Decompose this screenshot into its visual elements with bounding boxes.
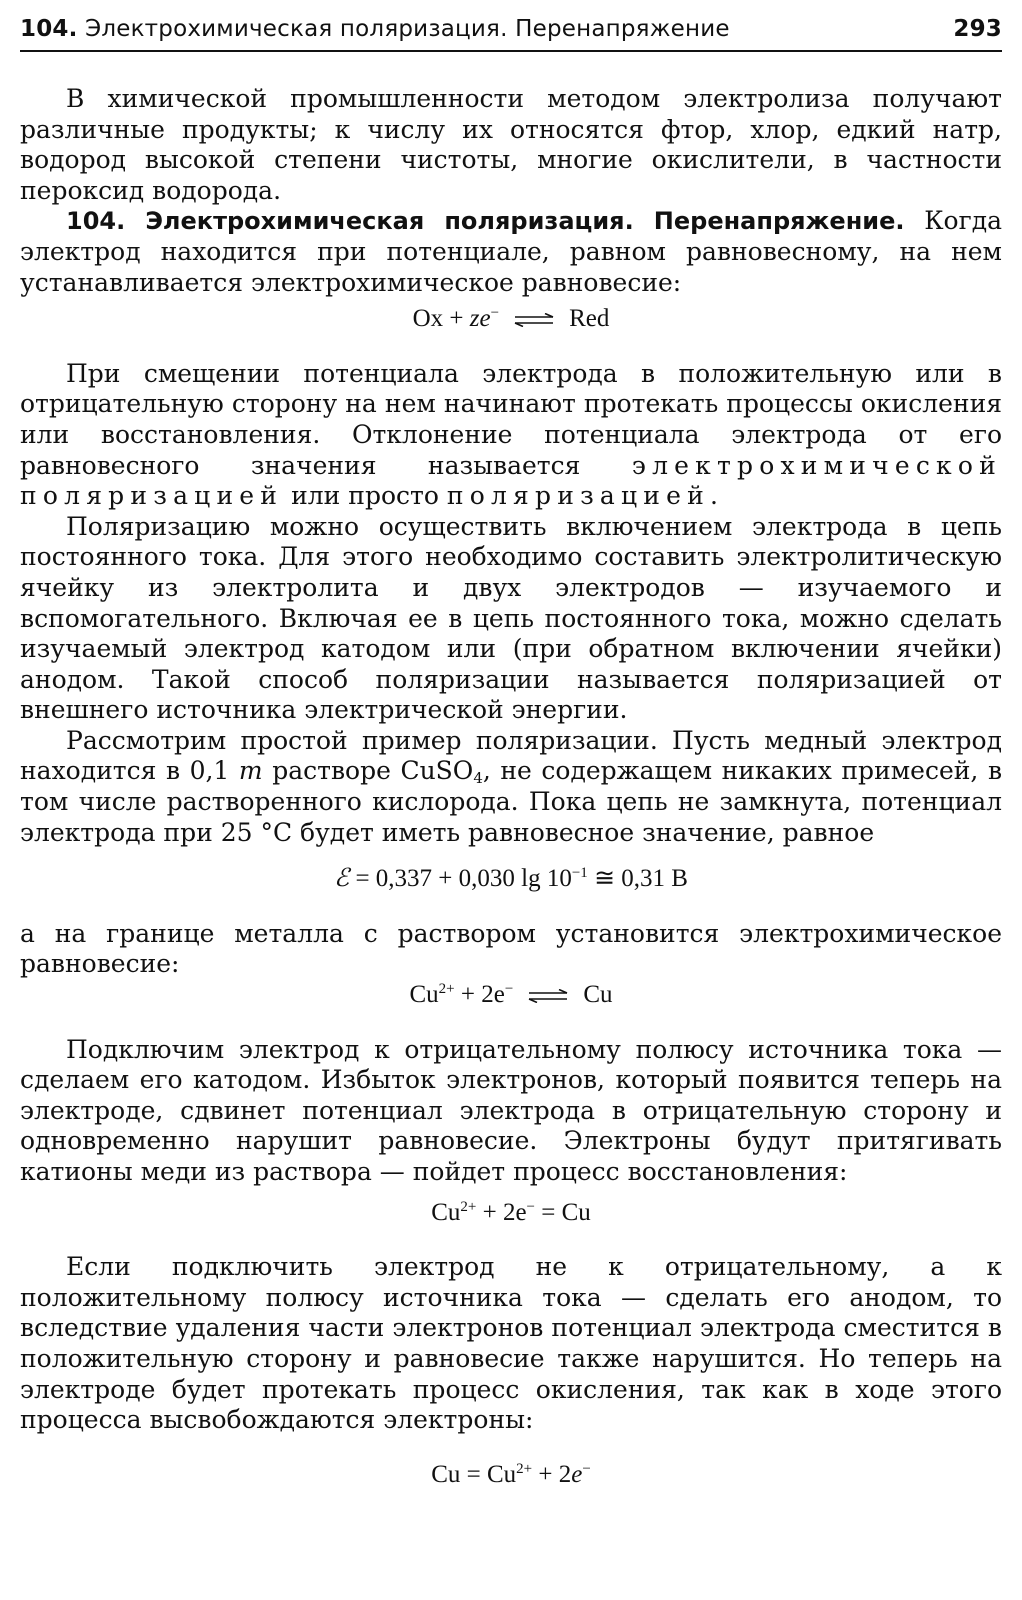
potential-body: = 0,337 + 0,030 lg 10	[349, 865, 572, 893]
copper-example-paragraph	[20, 726, 1002, 848]
formula5-left: Cu = Cu	[431, 1460, 517, 1488]
cathode-paragraph: Подключим электрод к отрицательному полюсу источника тока — сделаем его катодом. Избыток электронов, который появится теперь на электроде, сдвинет потенциал электрода в отрицательную сторону и одновременно нарушит равновесие. Электроны будут притягивать катионы меди из раствора — пойдет процесс восстановления:	[20, 1034, 1002, 1186]
example-subscript: 4	[473, 769, 483, 788]
example-molality: m	[238, 756, 263, 786]
potential-exponent: −1	[571, 865, 588, 882]
body-text	[20, 84, 1002, 1490]
formula1-right: Red	[569, 305, 610, 333]
running-head-section-number: 104.	[20, 16, 78, 42]
polarization-end: .	[710, 481, 718, 511]
copper-equilibrium-formula	[20, 980, 1002, 1011]
formula4-left-charge: 2+	[460, 1198, 477, 1215]
section-lead-text: Когда электрод находится при потенциале, равном равновесному, на нем устанавливается электрохимическое равновесие:	[20, 206, 1002, 297]
formula1-left: Ox +	[412, 305, 470, 333]
formula4-e-charge: −	[526, 1198, 536, 1215]
boundary-paragraph: а на границе металла с раствором установится электрохимическое равновесие:	[20, 918, 1002, 979]
running-head	[20, 16, 1002, 52]
formula3-right: Cu	[583, 981, 613, 1009]
page-number: 293	[953, 16, 1002, 42]
potential-result: ≅ 0,31 В	[587, 865, 688, 893]
equilibrium-formula	[20, 304, 1002, 335]
potential-formula	[20, 864, 1002, 895]
formula1-charge: −	[490, 305, 500, 322]
equilibrium-arrows-icon	[527, 989, 569, 1003]
example-part3: , не содержащем никаких примесей, в том числе растворенного кислорода. Пока цепь не замкнута, потенциал электрода при 25 °C будет иметь равновесное значение, равное	[20, 756, 1003, 847]
term-polarization: поляризацией	[446, 481, 711, 511]
oxidation-formula	[20, 1460, 1002, 1491]
formula4-right: = Cu	[535, 1198, 591, 1226]
running-head-title	[20, 16, 730, 42]
intro-paragraph: В химической промышленности методом электролиза получают различные продукты; к числу их относятся фтор, хлор, едкий натр, водород высокой степени чистоты, многие окислители, в частности пероксид водорода.	[20, 84, 1002, 205]
formula3-left-charge: 2+	[438, 981, 455, 998]
formula1-ze: ze	[469, 305, 491, 333]
example-part1: Рассмотрим простой пример поляризации. Пусть медный электрод находится в 0,1	[20, 725, 1002, 786]
potential-symbol: ℰ	[334, 865, 350, 893]
polarization-paragraph	[20, 359, 1002, 512]
term-electrochemical-polarization: электрохимической поляризацией	[20, 450, 1002, 511]
equilibrium-arrows-icon	[513, 313, 555, 327]
polarization-connector: или просто	[291, 481, 439, 511]
formula3-left: Cu	[409, 981, 439, 1009]
formula3-e-charge: −	[504, 981, 514, 998]
reduction-formula	[20, 1198, 1002, 1229]
section-heading: 104. Электрохимическая поляризация. Перенапряжение.	[66, 207, 905, 236]
formula5-middle: + 2	[532, 1460, 572, 1488]
running-head-text: Электрохимическая поляризация. Перенапряжение	[85, 16, 730, 42]
formula5-charge: 2+	[516, 1460, 533, 1477]
section-paragraph	[20, 206, 1002, 298]
formula4-middle: + 2e	[476, 1198, 527, 1226]
formula5-electron: e	[571, 1460, 583, 1488]
external-source-paragraph: Поляризацию можно осуществить включением электрода в цепь постоянного тока. Для этого необходимо составить электролитическую ячейку из электролита и двух электродов — изучаемого и вспомогательного. Включая ее в цепь постоянного тока, можно сделать изучаемый электрод катодом или (при обратном включении ячейки) анодом. Такой способ поляризации называется поляризацией от внешнего источника электрической энергии.	[20, 511, 1002, 725]
polarization-text: При смещении потенциала электрода в положительную или в отрицательную сторону на нем начинают протекать процессы окисления или восстановления. Отклонение потенциала электрода от его равновесного значения называется	[20, 358, 1002, 480]
anode-paragraph: Если подключить электрод не к отрицательному, а к положительному полюсу источника тока — сделать его анодом, то вследствие удаления части электронов потенциал электрода сместится в положительную сторону и равновесие также нарушится. Но теперь на электроде будет протекать процесс окисления, так как в ходе этого процесса высвобождаются электроны:	[20, 1252, 1002, 1435]
formula3-middle: + 2e	[454, 981, 505, 1009]
formula5-e-charge: −	[582, 1460, 591, 1477]
formula4-left: Cu	[431, 1198, 461, 1226]
example-part2: растворе CuSO	[272, 756, 474, 786]
